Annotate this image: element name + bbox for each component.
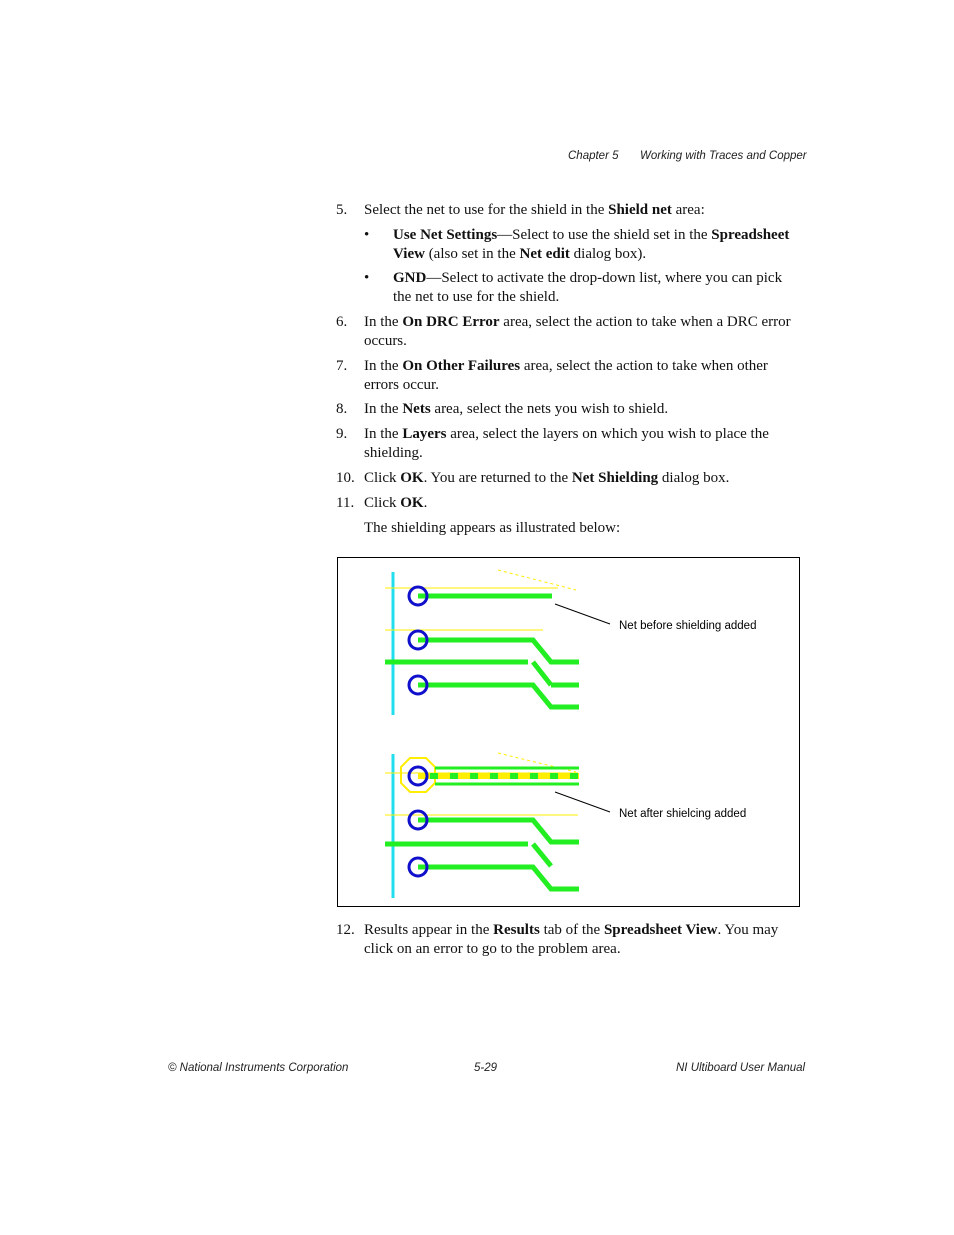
step-7	[336, 357, 806, 395]
ui-term: Shield net	[608, 202, 672, 218]
ui-term: On Other Failures	[402, 358, 521, 374]
leader-line	[555, 792, 610, 812]
bullet-text: dialog box).	[569, 246, 647, 262]
step-text: In the	[364, 314, 403, 330]
bullet-dot: •	[364, 270, 370, 286]
step-text: area, select the action to take when other errors occur.	[364, 358, 768, 393]
step-11	[336, 494, 806, 513]
trace-line	[418, 867, 579, 889]
trace-line	[418, 640, 579, 662]
step-text: . You are returned to the	[423, 470, 572, 486]
ui-term: Spreadsheet View	[393, 227, 790, 262]
before-group	[385, 570, 756, 715]
ui-term: Layers	[402, 426, 447, 442]
trace-line	[533, 662, 551, 685]
footer-manual-title: NI Ultiboard User Manual	[676, 1062, 806, 1074]
label-after: Net after shielcing added	[619, 808, 747, 820]
ui-term: Net edit	[519, 246, 570, 262]
bullet-dot: •	[364, 227, 370, 243]
ui-term: Net Shielding	[571, 470, 659, 486]
ui-term: Results	[493, 922, 540, 938]
step-number: 11.	[336, 495, 355, 511]
step-number: 6.	[336, 314, 348, 330]
footer-page-number: 5-29	[474, 1062, 498, 1074]
trace-line	[533, 844, 551, 866]
step-text: .	[423, 495, 428, 511]
header-chapter: Chapter 5	[568, 150, 619, 162]
step-number: 9.	[336, 426, 348, 442]
ui-term: Spreadsheet View	[603, 922, 718, 938]
bullet-gnd	[364, 269, 804, 307]
step-number: 8.	[336, 401, 348, 417]
step-8	[336, 400, 806, 419]
step-5	[336, 201, 806, 220]
step-number: 12.	[336, 922, 355, 938]
step-text: tab of the	[539, 922, 604, 938]
ui-term: OK	[400, 470, 424, 486]
step-number: 7.	[336, 358, 348, 374]
step-text: area, select the layers on which you wish to place the shielding.	[364, 426, 769, 461]
ui-term: GND	[393, 270, 427, 286]
shielding-illustration	[338, 558, 799, 906]
step-text: Click	[364, 495, 401, 511]
header-title: Working with Traces and Copper	[640, 150, 807, 162]
step-text: In the	[364, 401, 403, 417]
step-text: In the	[364, 426, 403, 442]
step-text: Click	[364, 470, 401, 486]
ui-term: Use Net Settings	[393, 227, 498, 243]
leader-line	[555, 604, 610, 624]
step-text: area:	[671, 202, 705, 218]
step-text: area, select the nets you wish to shield.	[430, 401, 669, 417]
shielding-figure	[337, 557, 800, 907]
step-text: . You may click on an error to go to the problem area.	[364, 922, 779, 957]
step-number: 10.	[336, 470, 355, 486]
after-group	[385, 753, 746, 898]
step-text: Results appear in the	[364, 922, 494, 938]
bullet-text: —Select to use the shield set in the	[497, 227, 712, 243]
bullet-text: (also set in the	[424, 246, 520, 262]
step-number: 5.	[336, 202, 348, 218]
trace-line	[418, 685, 579, 707]
label-before: Net before shielding added	[619, 620, 757, 632]
trace-line	[418, 820, 579, 842]
ui-term: OK	[400, 495, 424, 511]
step-text: Select the net to use for the shield in the	[364, 202, 609, 218]
ui-term: Nets	[402, 401, 431, 417]
step-text: area, select the action to take when a DRC error occurs.	[364, 314, 791, 349]
step-6	[336, 313, 806, 351]
step-12	[336, 921, 806, 959]
bullet-text: —Select to activate the drop-down list, where you can pick the net to use for the shield.	[393, 270, 783, 305]
step-text: dialog box.	[658, 470, 730, 486]
step-10	[336, 469, 806, 488]
yellow-hairline	[498, 570, 576, 590]
bullet-use-net-settings	[364, 226, 804, 264]
figure-intro: The shielding appears as illustrated below:	[364, 520, 621, 536]
footer-copyright: © National Instruments Corporation	[168, 1062, 349, 1074]
step-text: In the	[364, 358, 403, 374]
step-9	[336, 425, 806, 463]
ui-term: On DRC Error	[402, 314, 500, 330]
